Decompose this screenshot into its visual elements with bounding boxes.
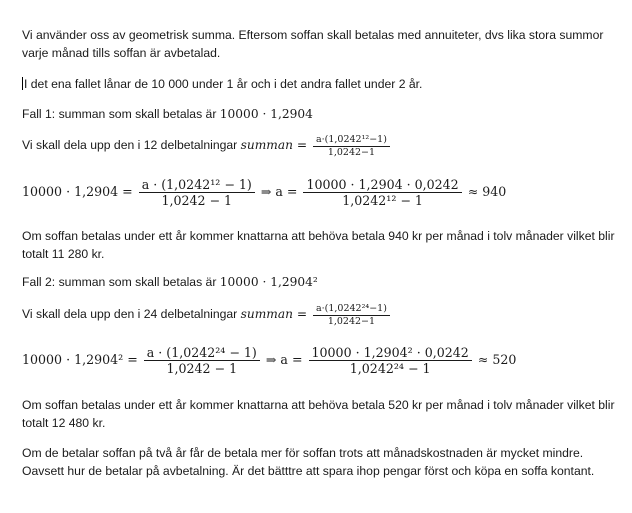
- cases-paragraph: [22, 76, 422, 94]
- cases-text: det ena fallet lånar de 10 000 under 1 år och i det andra fallet under 2 år.: [30, 77, 423, 91]
- case1-eq-fraction1: [139, 177, 255, 208]
- case1-small-fraction: [313, 134, 390, 159]
- case1-title-text: Fall 1: summan som skall betalas är: [22, 107, 217, 121]
- case2-eq-f2-den: 1,0242²⁴ − 1: [349, 361, 431, 377]
- cases-first-letter: I: [24, 77, 28, 91]
- case1-eq-fraction2: [303, 177, 461, 208]
- case2-small-den: 1,0242−1: [327, 315, 376, 327]
- case1-eq-f2-num: 10000 · 1,2904 · 0,0242: [303, 177, 461, 193]
- case1-small-num: a·(1,0242¹²−1): [313, 134, 390, 147]
- case2-eq-f2-num: 10000 · 1,2904² · 0,0242: [309, 345, 472, 361]
- case1-eq-lhs: 10000 · 1,2904 =: [22, 184, 133, 200]
- case2-title: [22, 274, 318, 292]
- case2-title-expr: 10000 · 1,2904²: [219, 275, 318, 289]
- case2-eq-fraction1: [144, 345, 260, 376]
- case2-eq-lhs: 10000 · 1,2904² =: [22, 352, 138, 368]
- case1-eq-f1-den: 1,0242 − 1: [161, 193, 233, 209]
- case2-split-text: Vi skall dela upp den i 24 delbetalningar: [22, 306, 238, 321]
- case2-eq-result: ≈ 520: [477, 352, 517, 368]
- case1-title: [22, 106, 313, 124]
- case2-small-num: a·(1,0242²⁴−1): [313, 303, 390, 316]
- case2-split-line: Vi skall dela upp den i 24 delbetalningar summan = $\frac{\text{a·(1,0242²⁴−1)}}{1,0242-1}$: [22, 303, 392, 328]
- case2-equation: [22, 345, 516, 376]
- final-paragraph: Om de betalar soffan på två år får de betala mer för soffan trots att månadskostnaden är mycket mindre. Oavsett hur de betalar på avbetalning. Är det bätttre att spara ihop pengar först och köpa en soffa kontant.: [22, 446, 595, 478]
- case1-split-text: Vi skall dela upp den i 12 delbetalningar: [22, 137, 238, 152]
- case1-conclusion: Om soffan betalas under ett år kommer knattarna att behöva betala 940 kr per månad i tolv månader vilket blir totalt 11 280 kr.: [22, 229, 615, 261]
- intro-paragraph: Vi använder oss av geometrisk summa. Eftersom soffan skall betalas med annuiteter, dvs lika stora summor varje månad tills soffan är avbetalad.: [22, 28, 604, 60]
- case1-split-var: summan: [240, 137, 293, 152]
- case2-eq-f1-num: a · (1,0242²⁴ − 1): [144, 345, 260, 361]
- case1-eq-f1-num: a · (1,0242¹² − 1): [139, 177, 255, 193]
- case2-conclusion: Om soffan betalas under ett år kommer knattarna att behöva betala 520 kr per månad i tolv månader vilket blir totalt 12 480 kr.: [22, 398, 615, 430]
- case2-eq-f1-den: 1,0242 − 1: [166, 361, 238, 377]
- case2-split-var: summan: [240, 306, 293, 321]
- case2-small-fraction: [313, 303, 390, 328]
- case2-eq-fraction2: [309, 345, 472, 376]
- case1-equation: [22, 177, 506, 208]
- text-cursor: [22, 77, 23, 90]
- case2-eq-mid: ⇒ a =: [265, 352, 303, 368]
- case2-title-text: Fall 2: summan som skall betalas är: [22, 275, 217, 289]
- case1-small-den: 1,0242−1: [327, 146, 376, 158]
- case1-eq-f2-den: 1,0242¹² − 1: [342, 193, 423, 209]
- case1-split-line: Vi skall dela upp den i 12 delbetalningar summan = $\frac{\text{a·(1,0242¹²−1)}}{1,0242-1}$: [22, 134, 392, 159]
- case1-eq-result: ≈ 940: [467, 184, 507, 200]
- case1-title-expr: 10000 · 1,2904: [219, 107, 313, 121]
- case1-eq-mid: ⇒ a =: [260, 184, 298, 200]
